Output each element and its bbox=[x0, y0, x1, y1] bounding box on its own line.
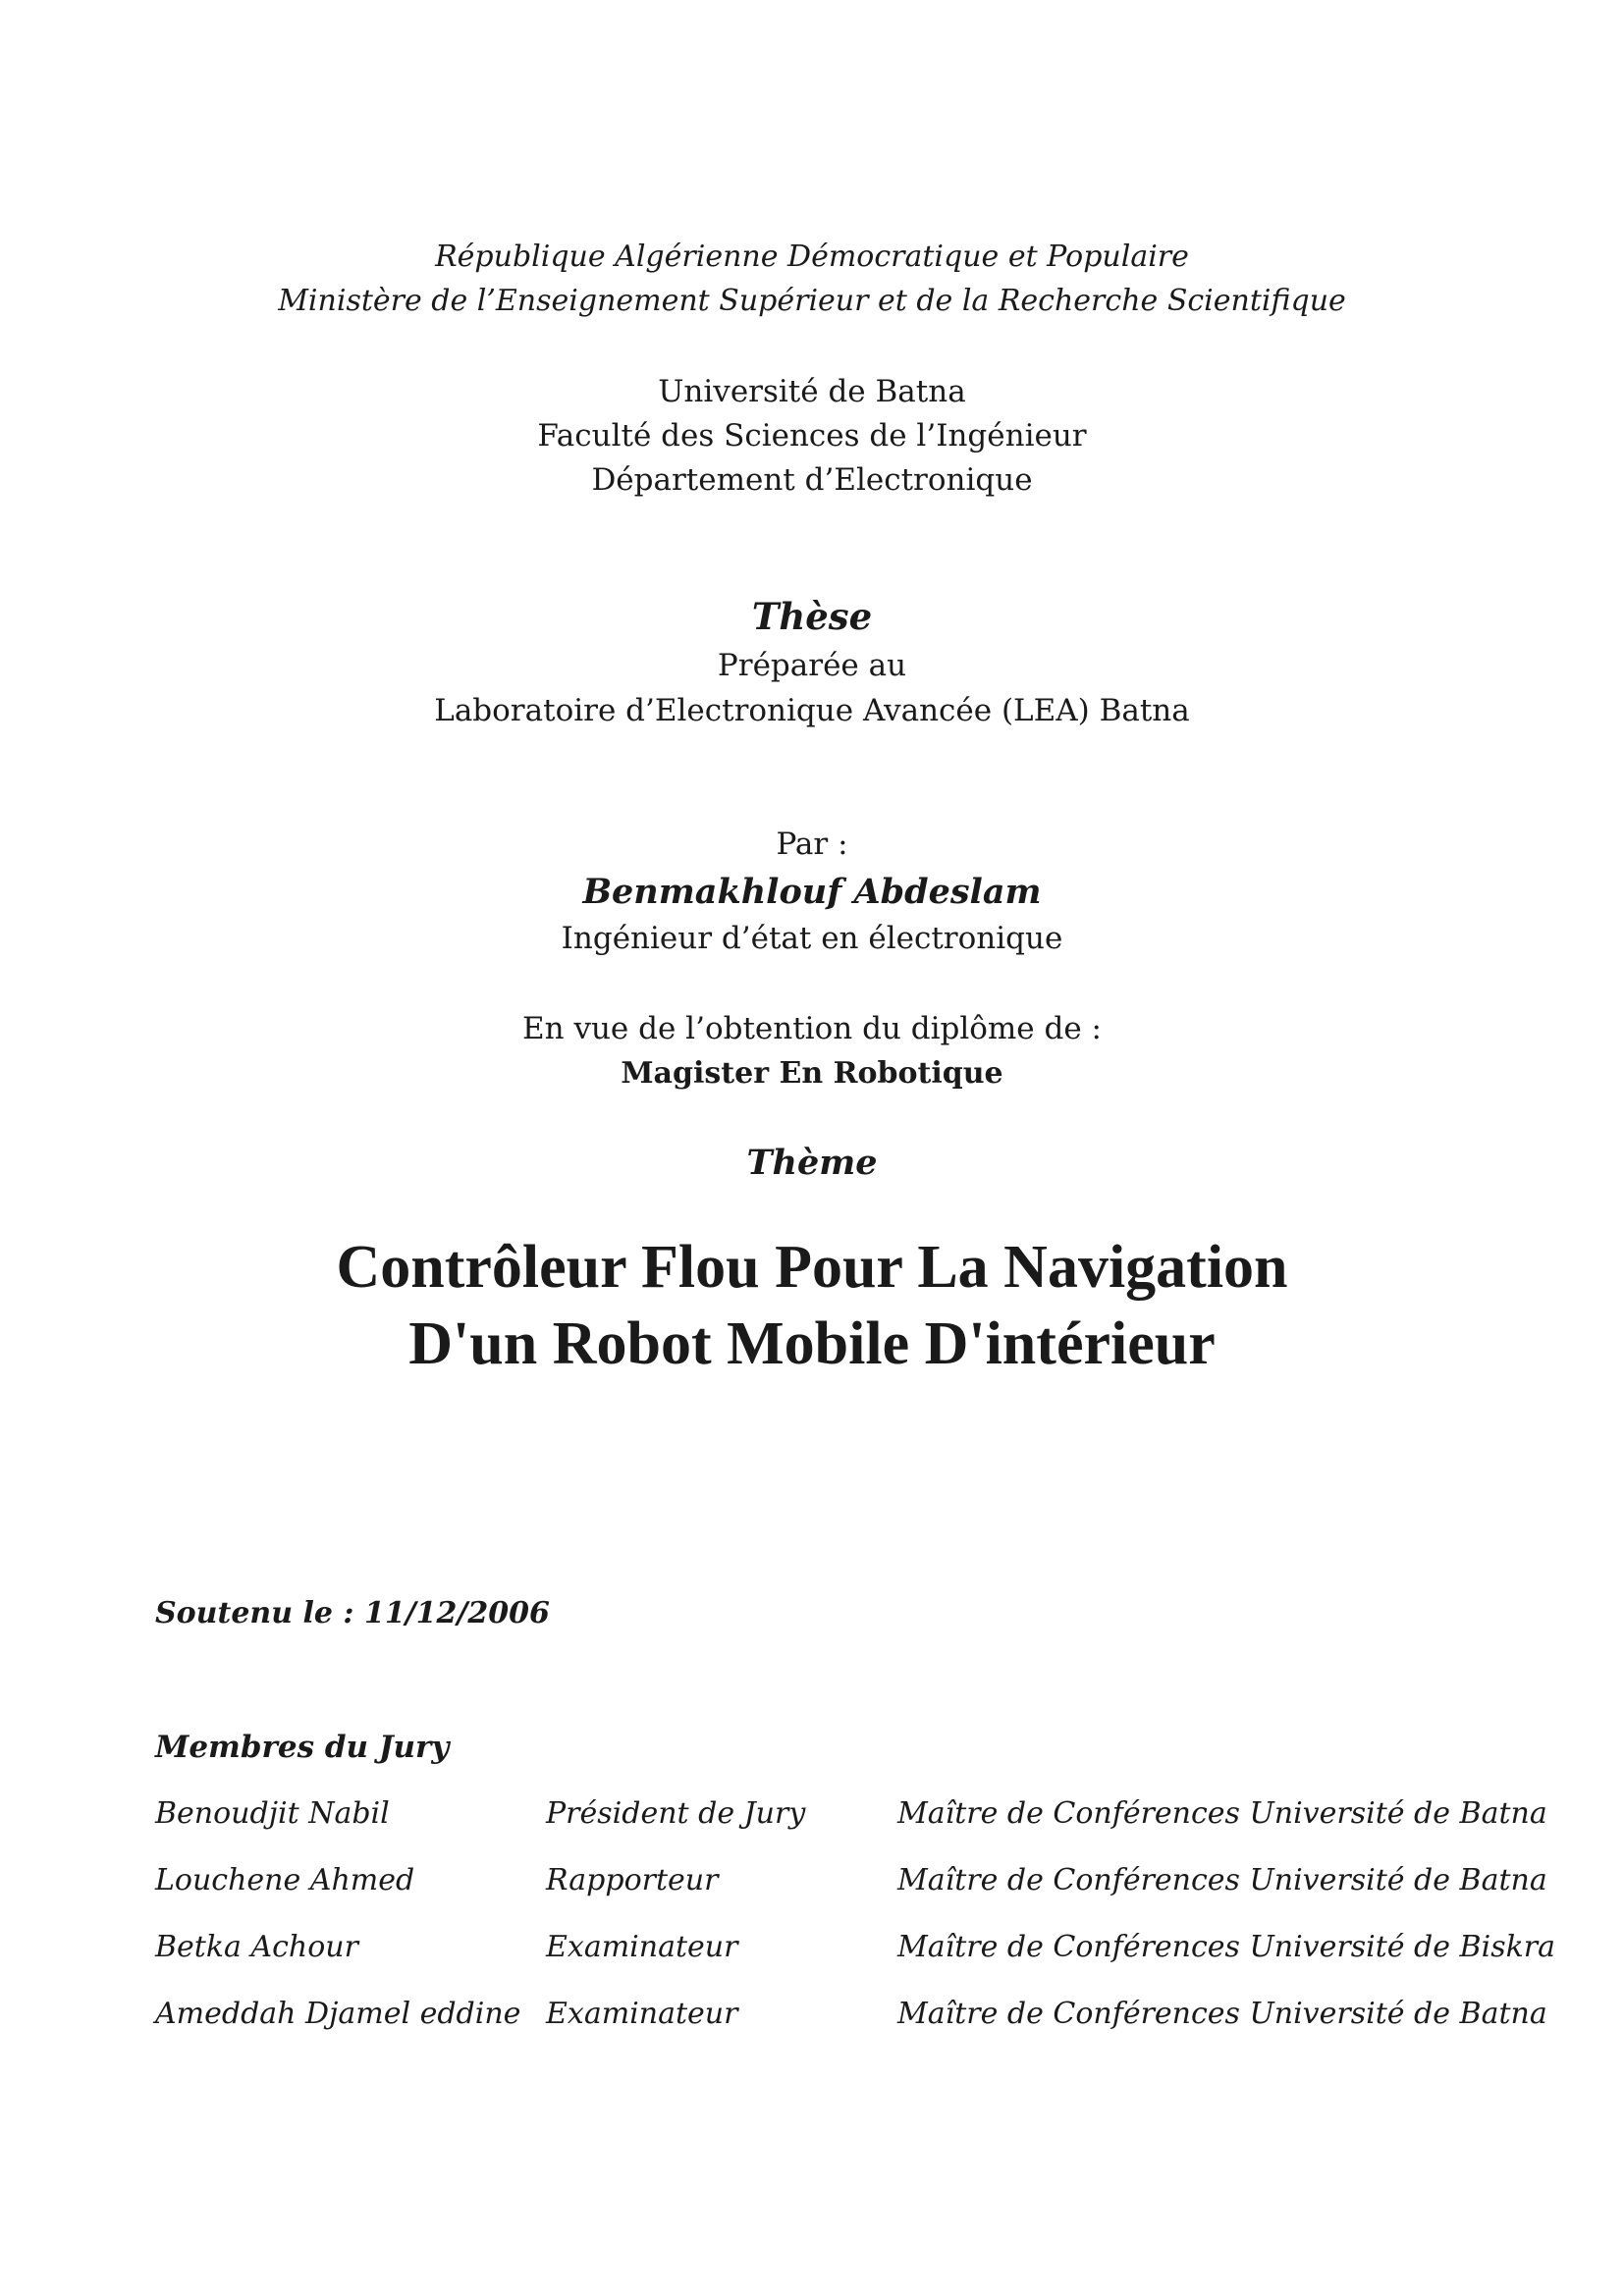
jury-member-title: Maître de Conférences Université de Batna bbox=[897, 1997, 1547, 2031]
prepared-line: Préparée au bbox=[717, 648, 907, 683]
jury-member-name: Benoudjit Nabil bbox=[155, 1796, 390, 1831]
defense-date: Soutenu le : 11/12/2006 bbox=[155, 1596, 550, 1630]
university-line: Université de Batna bbox=[658, 374, 966, 409]
theme-label: Thème bbox=[746, 1143, 878, 1183]
degree-intro: En vue de l’obtention du diplôme de : bbox=[522, 1011, 1102, 1046]
jury-member-name: Betka Achour bbox=[155, 1930, 358, 1964]
jury-member-name: Ameddah Djamel eddine bbox=[155, 1997, 521, 2031]
jury-member-role: Rapporteur bbox=[546, 1863, 719, 1897]
thesis-title-line2: D'un Robot Mobile D'intérieur bbox=[408, 1310, 1216, 1377]
jury-member-name: Louchene Ahmed bbox=[155, 1863, 415, 1897]
department-line: Département d’Electronique bbox=[591, 462, 1033, 498]
jury-member-title: Maître de Conférences Université de Batna bbox=[897, 1863, 1547, 1897]
jury-member-title: Maître de Conférences Université de Batna bbox=[897, 1796, 1547, 1831]
republic-line: République Algérienne Démocratique et Populaire bbox=[435, 240, 1189, 274]
thesis-title-line1: Contrôleur Flou Pour La Navigation bbox=[336, 1234, 1288, 1301]
author-name: Benmakhlouf Abdeslam bbox=[582, 872, 1042, 912]
jury-member-title: Maître de Conférences Université de Biskra bbox=[897, 1930, 1555, 1964]
jury-member-role: Examinateur bbox=[546, 1997, 738, 2031]
jury-member-role: Président de Jury bbox=[546, 1796, 806, 1831]
author-qualification: Ingénieur d’état en électronique bbox=[561, 921, 1063, 956]
jury-member-role: Examinateur bbox=[546, 1930, 738, 1964]
jury-heading: Membres du Jury bbox=[155, 1730, 450, 1765]
degree-name: Magister En Robotique bbox=[621, 1056, 1003, 1091]
laboratory-line: Laboratoire d’Electronique Avancée (LEA) Batna bbox=[434, 693, 1190, 728]
faculty-line: Faculté des Sciences de l’Ingénieur bbox=[537, 418, 1087, 454]
by-label: Par : bbox=[776, 827, 848, 862]
thesis-label: Thèse bbox=[751, 595, 873, 638]
ministry-line: Ministère de l’Enseignement Supérieur et de la Recherche Scientifique bbox=[278, 284, 1346, 318]
